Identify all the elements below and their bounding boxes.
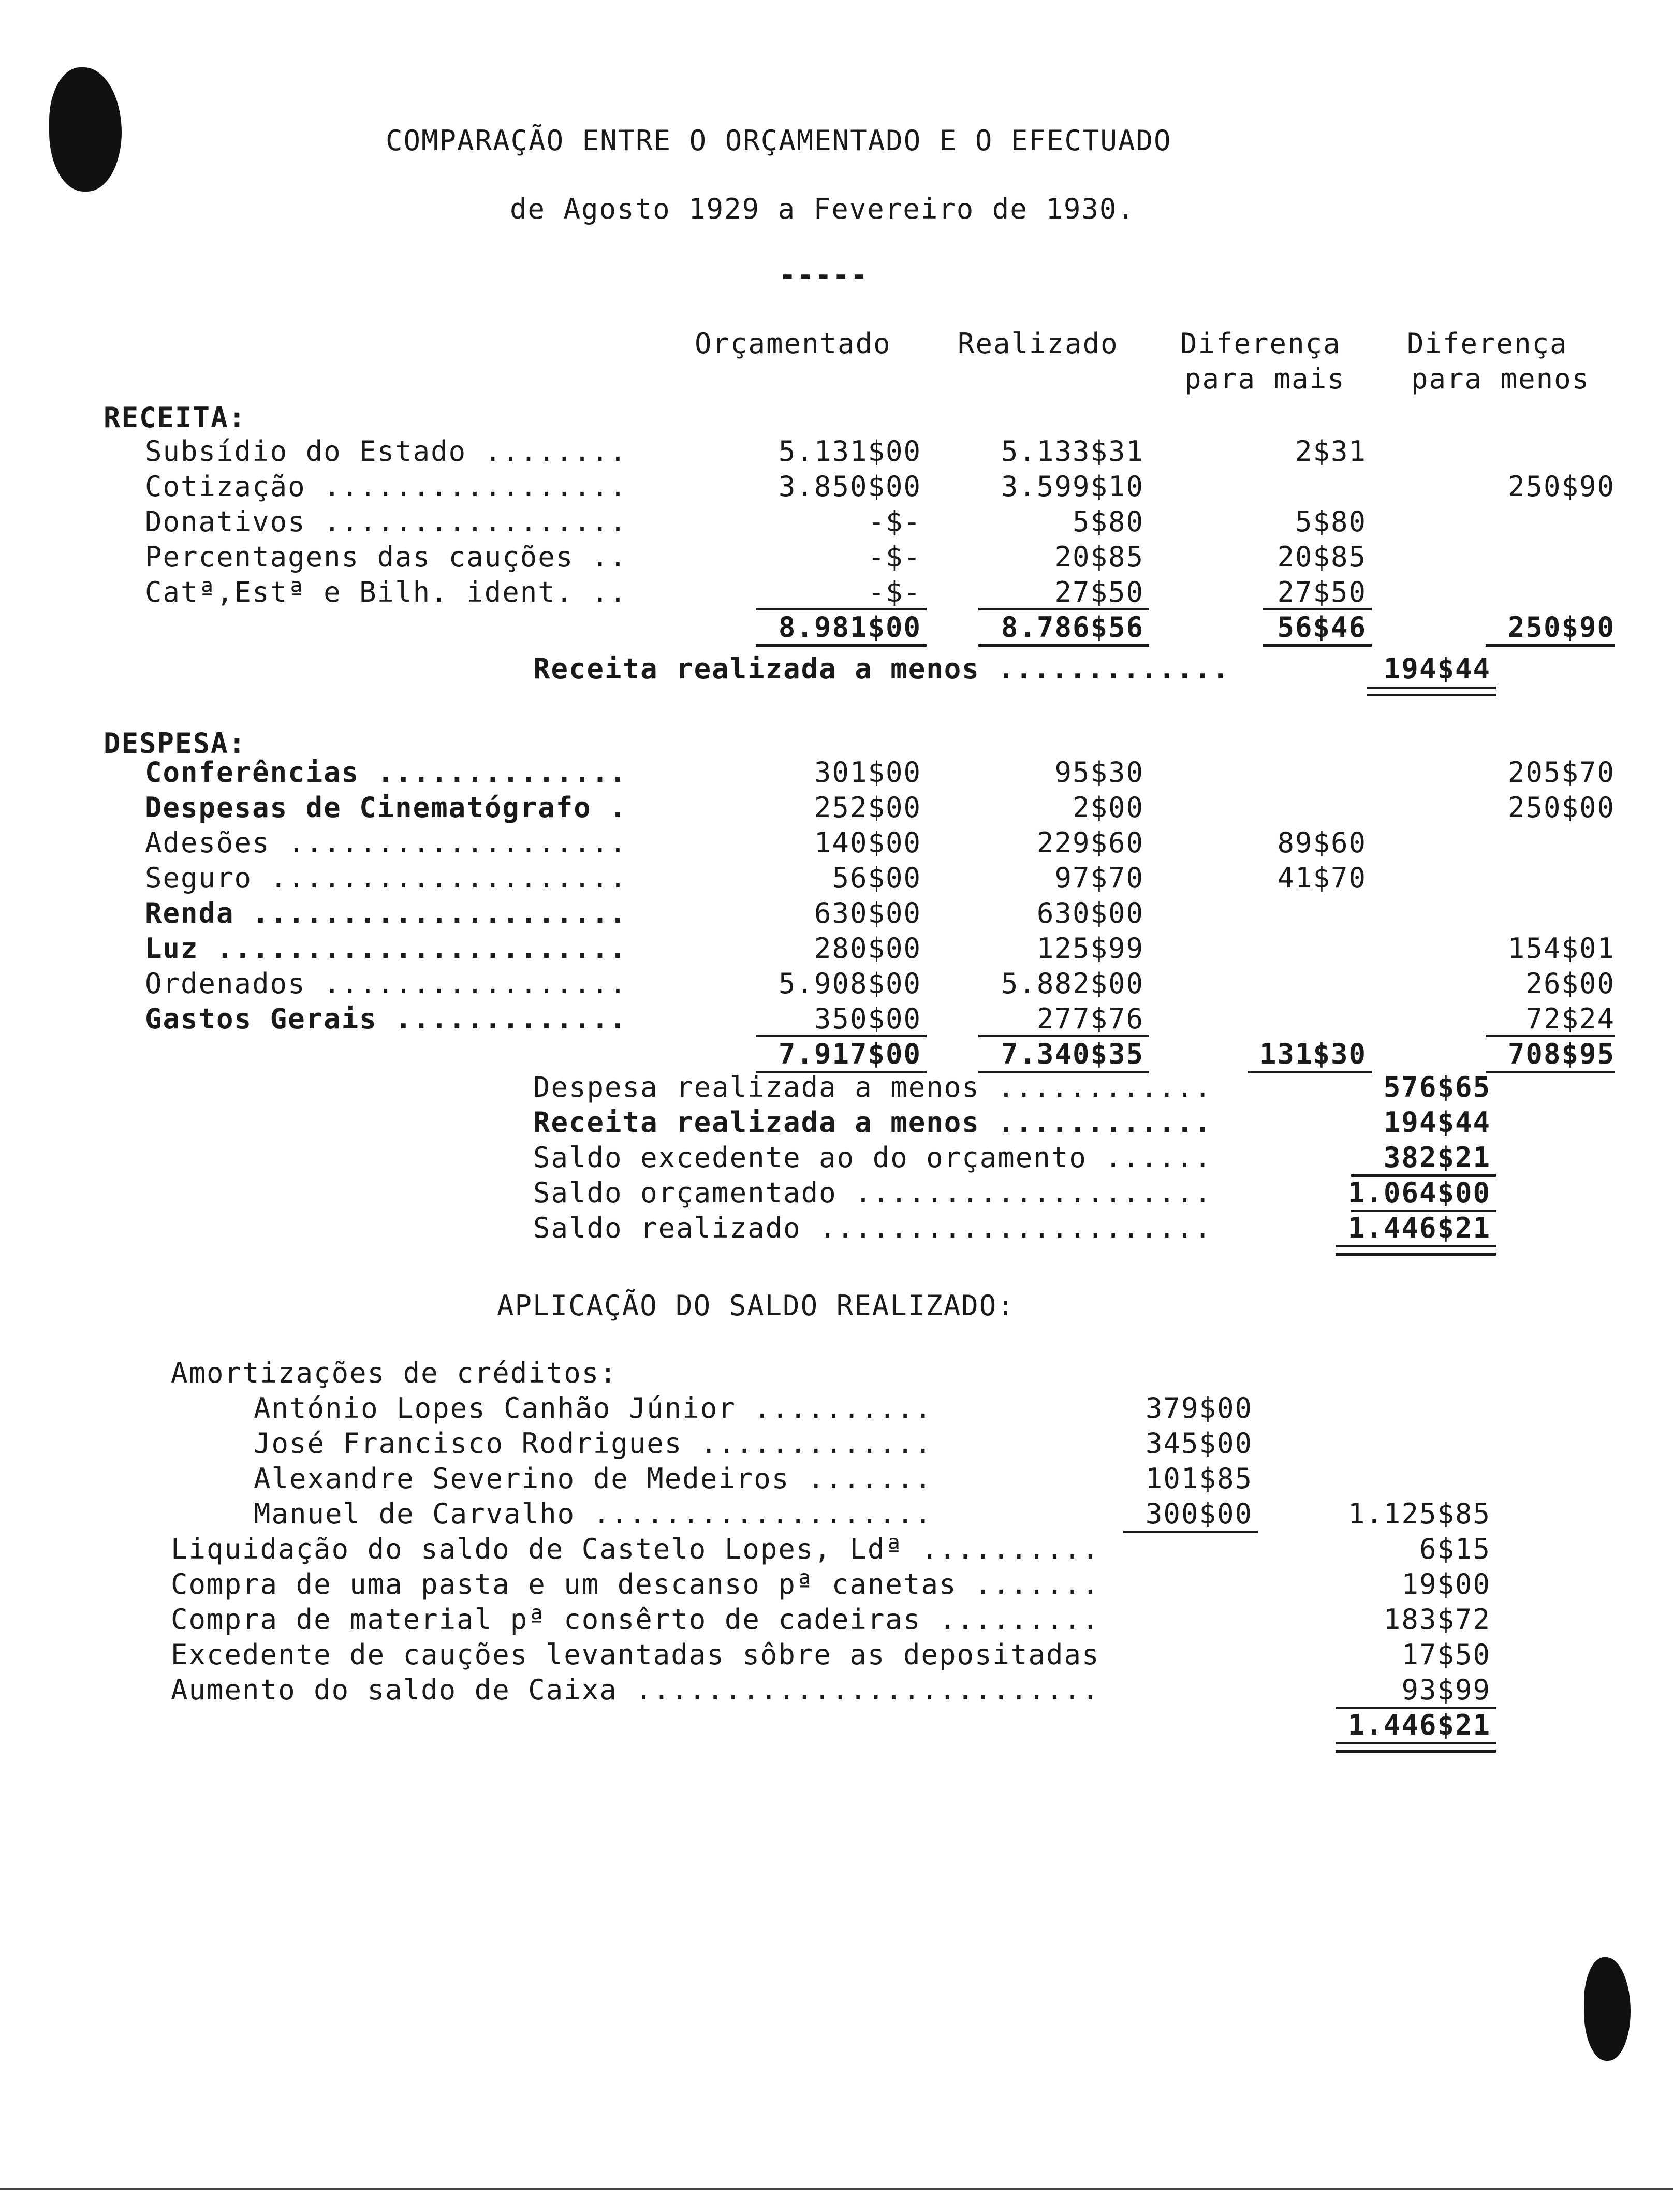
aplicacao-total-rule bbox=[1336, 1750, 1496, 1753]
despesa-row-label: Seguro .................... bbox=[145, 862, 627, 894]
creditor-row-value: 345$00 bbox=[1145, 1427, 1253, 1460]
column-header-orcamentado: Orçamentado bbox=[695, 327, 891, 360]
column-header-diferenca-mais: Diferença bbox=[1180, 327, 1341, 360]
despesa-row-menos: 72$24 bbox=[1525, 1002, 1615, 1035]
despesa-row-realizado: 2$00 bbox=[1072, 791, 1144, 824]
balance-row-value: 576$65 bbox=[1383, 1071, 1491, 1103]
ink-blot-bottom-right bbox=[1584, 1957, 1631, 2061]
amortizacoes-label: Amortizações de créditos: bbox=[171, 1357, 618, 1389]
despesa-row-realizado: 125$99 bbox=[1036, 932, 1144, 965]
creditor-row-label: Manuel de Carvalho ................... bbox=[254, 1497, 933, 1530]
despesa-row-realizado: 229$60 bbox=[1036, 826, 1144, 859]
balance-row-label: Despesa realizada a menos ............ bbox=[533, 1071, 1212, 1103]
receita-total-rule bbox=[756, 644, 927, 647]
receita-row-label: Subsídio do Estado ........ bbox=[145, 435, 627, 468]
receita-subtotal-rule bbox=[756, 608, 927, 610]
receita-total-realizado: 8.786$56 bbox=[1001, 611, 1144, 644]
balance-row-value: 194$44 bbox=[1383, 1106, 1491, 1139]
despesa-row-orcamentado: 280$00 bbox=[814, 932, 921, 965]
receita-subtotal-rule bbox=[978, 608, 1149, 610]
despesa-row-menos: 250$00 bbox=[1507, 791, 1615, 824]
despesa-row-realizado: 97$70 bbox=[1054, 862, 1144, 894]
receita-row-menos: 250$90 bbox=[1507, 470, 1615, 503]
title-separator: ----- bbox=[779, 259, 869, 292]
receita-row-orcamentado: -$- bbox=[868, 505, 921, 538]
receita-total-rule bbox=[978, 644, 1149, 647]
despesa-subtotal-rule bbox=[756, 1035, 927, 1037]
despesa-row-mais: 41$70 bbox=[1277, 862, 1367, 894]
column-header-diferenca-mais-sub: para mais bbox=[1184, 362, 1345, 395]
despesa-row-label: Renda ..................... bbox=[145, 897, 627, 929]
aplicacao-grand-total: 1.446$21 bbox=[1347, 1709, 1491, 1741]
despesa-row-realizado: 95$30 bbox=[1054, 756, 1144, 789]
despesa-row-orcamentado: 630$00 bbox=[814, 897, 921, 929]
page-bottom-edge bbox=[0, 2188, 1673, 2190]
despesa-row-orcamentado: 5.908$00 bbox=[778, 967, 921, 1000]
creditor-row-value: 101$85 bbox=[1145, 1462, 1253, 1495]
creditor-row-label: José Francisco Rodrigues ............. bbox=[254, 1427, 933, 1460]
balance-row-label: Saldo excedente ao do orçamento ...... bbox=[533, 1141, 1212, 1174]
balance-total-rule bbox=[1336, 1245, 1496, 1247]
receita-row-realizado: 5.133$31 bbox=[1001, 435, 1144, 468]
balance-row-value: 1.446$21 bbox=[1347, 1212, 1491, 1244]
receita-row-label: Percentagens das cauções .. bbox=[145, 541, 627, 573]
receita-row-realizado: 5$80 bbox=[1072, 505, 1144, 538]
receita-row-mais: 2$31 bbox=[1295, 435, 1367, 468]
creditor-row-value: 379$00 bbox=[1145, 1392, 1253, 1424]
aplicacao-item-label: Excedente de cauções levantadas sôbre as depositadas bbox=[171, 1638, 1100, 1671]
despesa-row-label: Luz ....................... bbox=[145, 932, 627, 965]
despesa-row-label: Gastos Gerais ............. bbox=[145, 1002, 627, 1035]
ink-blot-top-left bbox=[49, 67, 122, 192]
despesa-row-menos: 154$01 bbox=[1507, 932, 1615, 965]
document-title: COMPARAÇÃO ENTRE O ORÇAMENTADO E O EFECTUADO bbox=[386, 124, 1172, 157]
aplicacao-item-label: Aumento do saldo de Caixa .......................... bbox=[171, 1673, 1100, 1706]
aplicacao-item-value: 93$99 bbox=[1401, 1673, 1491, 1706]
receita-row-realizado: 27$50 bbox=[1054, 576, 1144, 608]
despesa-row-label: Conferências .............. bbox=[145, 756, 627, 789]
column-header-realizado: Realizado bbox=[958, 327, 1119, 360]
creditor-row-label: Alexandre Severino de Medeiros ....... bbox=[254, 1462, 933, 1495]
balance-total-rule bbox=[1336, 1253, 1496, 1256]
despesa-total-orcamentado: 7.917$00 bbox=[778, 1038, 921, 1070]
despesa-row-label: Despesas de Cinematógrafo . bbox=[145, 791, 627, 824]
receita-subtotal-rule bbox=[1263, 608, 1372, 610]
receita-row-orcamentado: -$- bbox=[868, 576, 921, 608]
receita-row-orcamentado: 3.850$00 bbox=[778, 470, 921, 503]
receita-summary-label: Receita realizada a menos ............. bbox=[533, 652, 1230, 685]
despesa-row-orcamentado: 140$00 bbox=[814, 826, 921, 859]
despesa-row-orcamentado: 252$00 bbox=[814, 791, 921, 824]
despesa-row-menos: 26$00 bbox=[1525, 967, 1615, 1000]
despesa-total-rule bbox=[1486, 1071, 1615, 1073]
receita-row-label: Cotização ................. bbox=[145, 470, 627, 503]
receita-row-orcamentado: 5.131$00 bbox=[778, 435, 921, 468]
column-header-diferenca-menos-sub: para menos bbox=[1411, 362, 1590, 395]
despesa-row-orcamentado: 56$00 bbox=[832, 862, 921, 894]
despesa-total-menos: 708$95 bbox=[1507, 1038, 1615, 1070]
aplicacao-item-label: Compra de material pª consêrto de cadeiras ......... bbox=[171, 1603, 1100, 1636]
receita-total-menos: 250$90 bbox=[1507, 611, 1615, 644]
aplicacao-item-label: Compra de uma pasta e um descanso pª canetas ....... bbox=[171, 1568, 1100, 1600]
creditors-subtotal-rule bbox=[1123, 1531, 1258, 1533]
despesa-row-menos: 205$70 bbox=[1507, 756, 1615, 789]
receita-row-realizado: 20$85 bbox=[1054, 541, 1144, 573]
balance-row-label: Saldo realizado ...................... bbox=[533, 1212, 1212, 1244]
aplicacao-item-value: 6$15 bbox=[1419, 1533, 1491, 1565]
aplicacao-item-value: 19$00 bbox=[1401, 1568, 1491, 1600]
despesa-total-realizado: 7.340$35 bbox=[1001, 1038, 1144, 1070]
despesa-row-label: Adesões ................... bbox=[145, 826, 627, 859]
receita-row-mais: 20$85 bbox=[1277, 541, 1367, 573]
receita-row-label: Donativos ................. bbox=[145, 505, 627, 538]
receita-row-label: Catª,Estª e Bilh. ident. .. bbox=[145, 576, 627, 608]
despesa-row-orcamentado: 350$00 bbox=[814, 1002, 921, 1035]
receita-row-mais: 5$80 bbox=[1295, 505, 1367, 538]
creditor-row-label: António Lopes Canhão Júnior .......... bbox=[254, 1392, 933, 1424]
creditor-row-value: 300$00 bbox=[1145, 1497, 1253, 1530]
despesa-total-mais: 131$30 bbox=[1259, 1038, 1367, 1070]
despesa-row-mais: 89$60 bbox=[1277, 826, 1367, 859]
aplicacao-item-label: Liquidação do saldo de Castelo Lopes, Ldª .......... bbox=[171, 1533, 1100, 1565]
despesa-row-label: Ordenados ................. bbox=[145, 967, 627, 1000]
despesa-row-realizado: 277$76 bbox=[1036, 1002, 1144, 1035]
despesa-row-realizado: 5.882$00 bbox=[1001, 967, 1144, 1000]
balance-row-value: 1.064$00 bbox=[1347, 1176, 1491, 1209]
aplicacao-item-value: 183$72 bbox=[1383, 1603, 1491, 1636]
aplicacao-item-value: 17$50 bbox=[1401, 1638, 1491, 1671]
despesa-subtotal-rule bbox=[1486, 1035, 1615, 1037]
receita-summary-rule bbox=[1367, 694, 1496, 696]
receita-row-orcamentado: -$- bbox=[868, 541, 921, 573]
aplicacao-heading: APLICAÇÃO DO SALDO REALIZADO: bbox=[497, 1289, 1015, 1322]
balance-row-label: Saldo orçamentado .................... bbox=[533, 1176, 1212, 1209]
aplicacao-total-rule bbox=[1336, 1742, 1496, 1744]
despesa-heading: DESPESA: bbox=[104, 727, 247, 760]
despesa-row-orcamentado: 301$00 bbox=[814, 756, 921, 789]
balance-row-value: 382$21 bbox=[1383, 1141, 1491, 1174]
receita-total-mais: 56$46 bbox=[1277, 611, 1367, 644]
receita-summary-rule bbox=[1367, 687, 1496, 689]
amortizacoes-total: 1.125$85 bbox=[1347, 1497, 1491, 1530]
document-subtitle: de Agosto 1929 a Fevereiro de 1930. bbox=[510, 193, 1135, 225]
receita-heading: RECEITA: bbox=[104, 401, 247, 434]
despesa-subtotal-rule bbox=[978, 1035, 1149, 1037]
receita-row-realizado: 3.599$10 bbox=[1001, 470, 1144, 503]
balance-row-label: Receita realizada a menos ............ bbox=[533, 1106, 1212, 1139]
receita-summary-value: 194$44 bbox=[1383, 652, 1491, 685]
despesa-row-realizado: 630$00 bbox=[1036, 897, 1144, 929]
receita-total-orcamentado: 8.981$00 bbox=[778, 611, 921, 644]
column-header-diferenca-menos: Diferença bbox=[1407, 327, 1568, 360]
receita-row-mais: 27$50 bbox=[1277, 576, 1367, 608]
receita-total-rule bbox=[1486, 644, 1615, 647]
receita-total-rule bbox=[1263, 644, 1372, 647]
